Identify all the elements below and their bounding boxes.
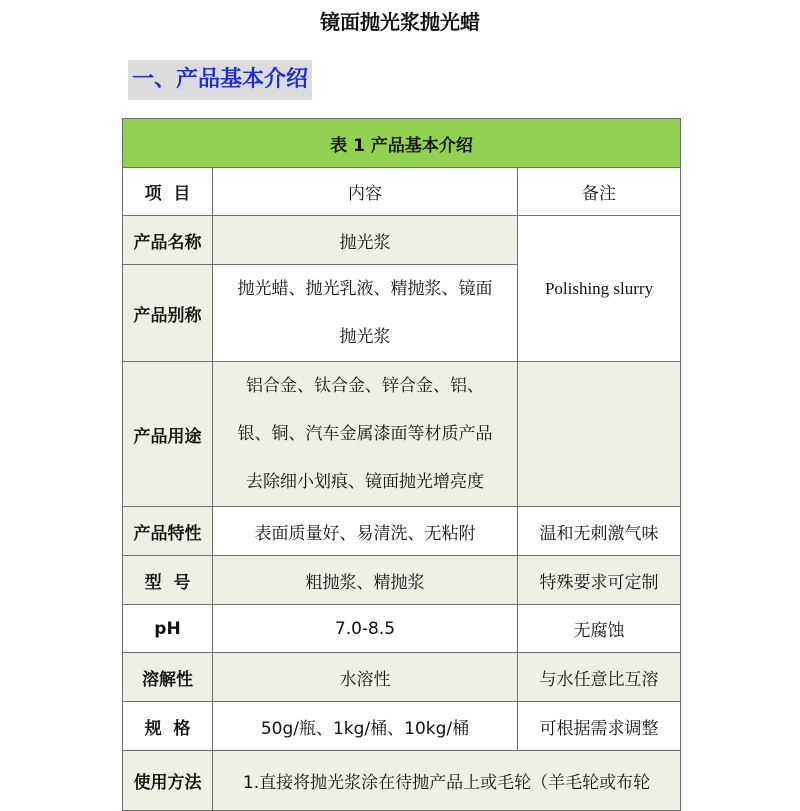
cell-feature-note: 温和无刺激气味 (518, 507, 681, 556)
label-solubility: 溶解性 (123, 653, 213, 702)
cell-usage-content: 1.直接将抛光浆涂在待抛产品上或毛轮（羊毛轮或布轮 (213, 751, 681, 811)
table-row-ph (123, 605, 681, 653)
cell-name-content: 抛光浆 (213, 216, 518, 265)
cell-feature-content: 表面质量好、易清洗、无粘附 (213, 507, 518, 556)
alias-line-2: 抛光浆 (339, 327, 391, 347)
cell-ph-content: 7.0-8.5 (213, 605, 518, 653)
label-alias: 产品别称 (123, 265, 213, 362)
cell-alias-content (213, 265, 518, 362)
table-row-feature (123, 507, 681, 556)
table-caption: 表 1 产品基本介绍 (123, 119, 681, 168)
table-row-name (123, 216, 681, 265)
label-feature: 产品特性 (123, 507, 213, 556)
use-line-3: 去除细小划痕、镜面抛光增亮度 (246, 472, 484, 492)
label-ph: pH (123, 605, 213, 653)
alias-line-1: 抛光蜡、抛光乳液、精抛浆、镜面 (237, 279, 493, 299)
cell-use-content (213, 362, 518, 507)
header-item (123, 168, 213, 216)
table-row-model (123, 556, 681, 605)
use-line-2: 银、铜、汽车金属漆面等材质产品 (237, 424, 493, 444)
label-usage: 使用方法 (123, 751, 213, 811)
table-row-solubility (123, 653, 681, 702)
product-info-table (122, 118, 681, 811)
cell-use-note (518, 362, 681, 507)
label-spec-text: 规 格 (144, 718, 191, 739)
cell-spec-note: 可根据需求调整 (518, 702, 681, 751)
cell-spec-content: 50g/瓶、1kg/桶、10kg/桶 (213, 702, 518, 751)
table-row-spec (123, 702, 681, 751)
cell-solubility-content: 水溶性 (213, 653, 518, 702)
label-use: 产品用途 (123, 362, 213, 507)
cell-model-content: 粗抛浆、精抛浆 (213, 556, 518, 605)
section-heading: 一、产品基本介绍 (128, 60, 312, 100)
cell-ph-note: 无腐蚀 (518, 605, 681, 653)
label-model-text: 型 号 (144, 572, 191, 593)
table-header-row (123, 168, 681, 216)
cell-name-alias-note: Polishing slurry (518, 216, 681, 362)
use-line-1: 铝合金、钛合金、锌合金、铝、 (246, 376, 484, 396)
table-row-usage (123, 751, 681, 811)
table-row-use (123, 362, 681, 507)
document-title: 镜面抛光浆抛光蜡 (320, 10, 480, 34)
table-caption-row (123, 119, 681, 168)
header-content: 内容 (213, 168, 518, 216)
header-note: 备注 (518, 168, 681, 216)
label-name: 产品名称 (123, 216, 213, 265)
label-spec (123, 702, 213, 751)
cell-solubility-note: 与水任意比互溶 (518, 653, 681, 702)
header-item-text: 项 目 (144, 184, 191, 204)
cell-model-note: 特殊要求可定制 (518, 556, 681, 605)
label-model (123, 556, 213, 605)
